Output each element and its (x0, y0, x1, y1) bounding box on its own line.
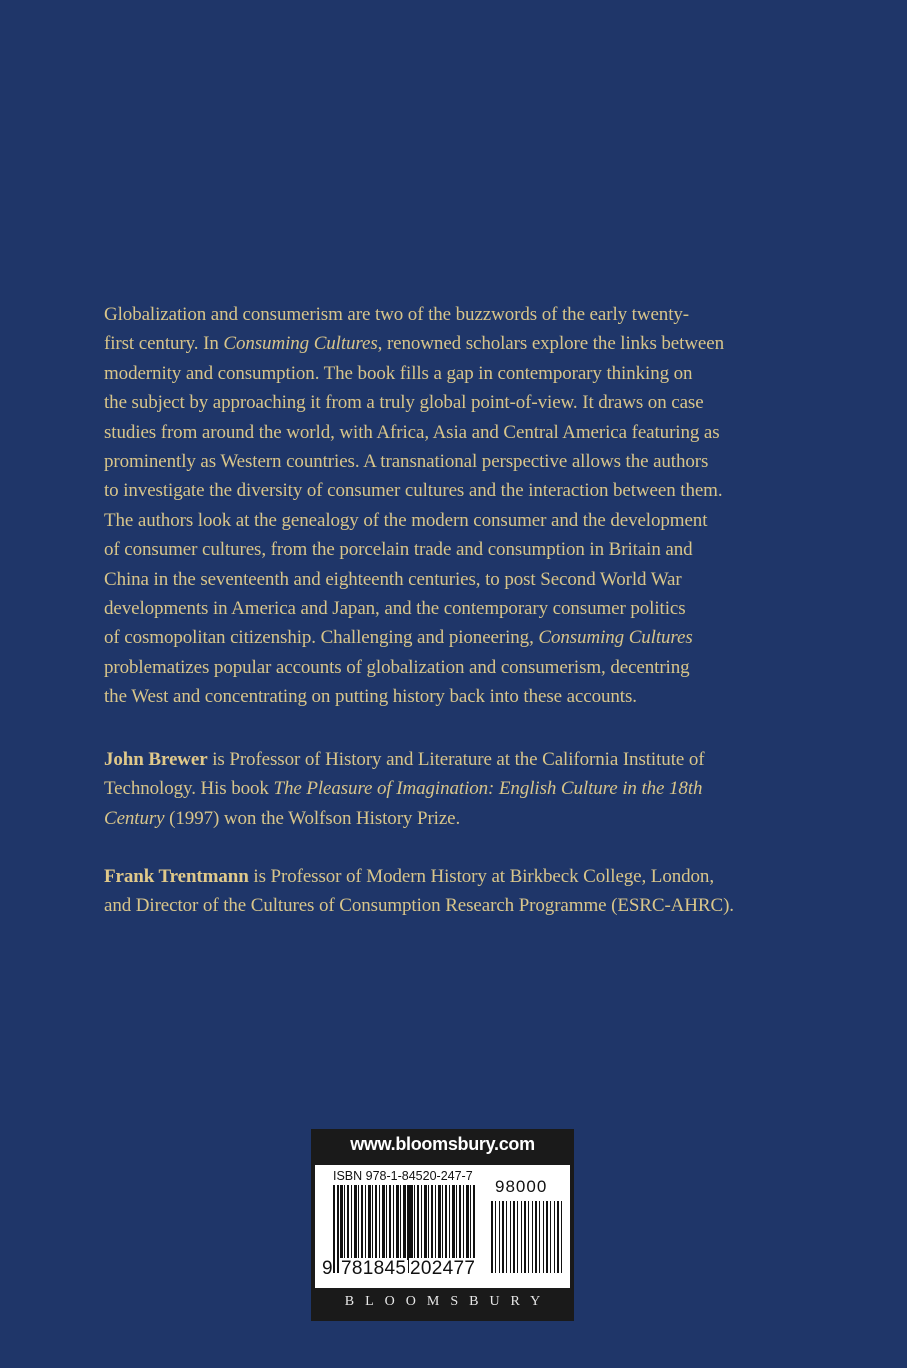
book-title-italic: Consuming Cultures (223, 333, 378, 355)
description-line: the West and concentrating on putting history back into these accounts. (104, 686, 637, 708)
book-title-italic: The Pleasure of Imagination: English Culture in the 18th (273, 778, 703, 800)
barcode-digit-first: 9 (322, 1258, 333, 1279)
description-line (104, 623, 824, 652)
description-line (104, 329, 824, 358)
description-line: to investigate the diversity of consumer cultures and the interaction between them. (104, 480, 723, 502)
publisher-url: www.bloomsbury.com (350, 1134, 535, 1154)
price-code: 98000 (495, 1177, 548, 1196)
addon-barcode-icon (491, 1201, 563, 1273)
description-line: problematizes popular accounts of globalization and consumerism, decentring (104, 656, 690, 678)
text-segment: , renowned scholars explore the links between (377, 333, 725, 355)
text-segment: is Professor of Modern History at Birkbeck College, London, (248, 866, 714, 887)
text-segment: (1997) won the Wolfson History Prize. (164, 807, 461, 829)
bio-line (104, 804, 824, 833)
description-line: China in the seventeenth and eighteenth centuries, to post Second World War (104, 568, 682, 590)
isbn-number: ISBN 978-1-84520-247-7 (333, 1169, 473, 1183)
book-title-italic: Consuming Cultures (538, 627, 693, 649)
bio-line (104, 774, 824, 803)
barcode-panel (311, 1129, 574, 1321)
author-name: Frank Trentmann (104, 866, 249, 887)
bio-line (104, 745, 824, 774)
publisher-name: BLOOMSBURY (344, 1294, 552, 1309)
barcode-digit-group: 202477 (410, 1258, 476, 1279)
description-line: studies from around the world, with Africa, Asia and Central America featuring as (104, 421, 720, 443)
barcode-label (315, 1165, 570, 1288)
description-line: the subject by approaching it from a truly global point-of-view. It draws on case (104, 392, 704, 414)
description-line: The authors look at the genealogy of the modern consumer and the development (104, 509, 708, 531)
author-bio-trentmann (104, 862, 824, 921)
barcode-digit-group: 781845 (341, 1258, 407, 1279)
description-line: modernity and consumption. The book fills a gap in contemporary thinking on (104, 362, 693, 384)
author-bio-brewer (104, 745, 824, 833)
description-line: prominently as Western countries. A transnational perspective allows the authors (104, 451, 709, 473)
book-title-italic: Century (104, 807, 165, 829)
book-description (104, 300, 824, 712)
description-line: developments in America and Japan, and the contemporary consumer politics (104, 598, 686, 620)
text-segment: of cosmopolitan citizenship. Challenging and pioneering, (104, 627, 539, 649)
text-segment: first century. In (104, 333, 224, 355)
author-name: John Brewer (104, 749, 208, 770)
description-line: of consumer cultures, from the porcelain trade and consumption in Britain and (104, 539, 693, 561)
text-segment: Technology. His book (104, 778, 274, 800)
text-segment: is Professor of History and Literature at the California Institute of (207, 749, 705, 770)
bio-line (104, 862, 824, 891)
bio-line: and Director of the Cultures of Consumption Research Programme (ESRC-AHRC). (104, 895, 734, 917)
description-line: Globalization and consumerism are two of the buzzwords of the early twenty- (104, 304, 690, 325)
